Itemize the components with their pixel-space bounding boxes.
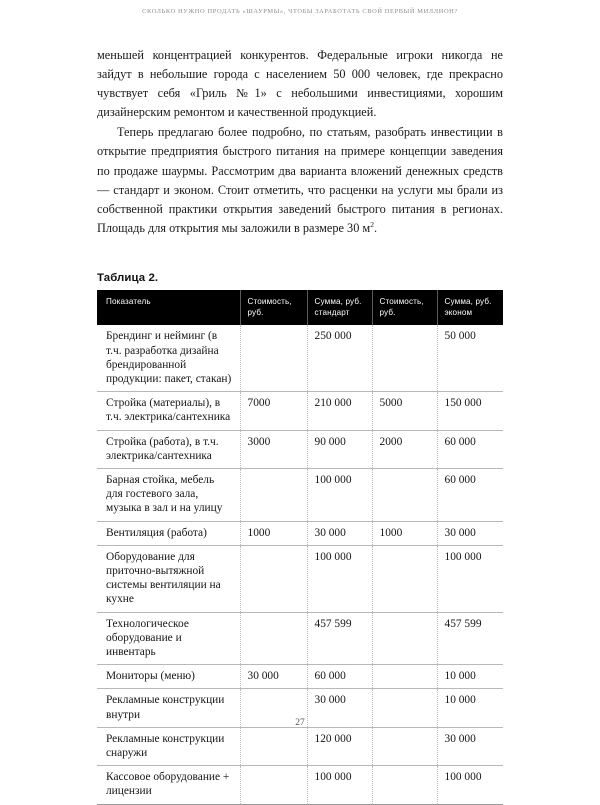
cell-label: Технологическое оборудование и инвентарь xyxy=(97,612,240,665)
cell-sum-standard: 60 000 xyxy=(307,665,372,689)
cell-label: Стройка (материалы), в т.ч. электрика/сантехника xyxy=(97,392,240,430)
cell-cost-econom xyxy=(372,727,437,765)
table-body xyxy=(97,325,503,804)
cell-label: Рекламные конструкции внутри xyxy=(97,689,240,727)
cell-cost-standard: 1000 xyxy=(240,521,307,545)
table-row xyxy=(97,521,503,545)
cell-sum-standard: 250 000 xyxy=(307,325,372,391)
table-row xyxy=(97,430,503,468)
column-header-cost-econom: Стоимость, руб. xyxy=(372,290,437,325)
cell-cost-econom xyxy=(372,325,437,391)
cell-cost-standard: 3000 xyxy=(240,430,307,468)
cell-label: Стройка (работа), в т.ч. электрика/сантехника xyxy=(97,430,240,468)
cell-sum-standard: 30 000 xyxy=(307,521,372,545)
cell-cost-econom xyxy=(372,612,437,665)
cell-label: Рекламные конструкции снаружи xyxy=(97,727,240,765)
table-row xyxy=(97,325,503,391)
table-header-row xyxy=(97,290,503,325)
cell-sum-econom: 30 000 xyxy=(437,727,503,765)
body-text-column xyxy=(97,46,503,238)
table-row xyxy=(97,612,503,665)
cell-label: Мониторы (меню) xyxy=(97,665,240,689)
cell-cost-standard xyxy=(240,469,307,522)
cell-cost-standard xyxy=(240,727,307,765)
table-row xyxy=(97,392,503,430)
cell-sum-standard: 100 000 xyxy=(307,469,372,522)
paragraph-1: меньшей концентрацией конкурентов. Федеральные игроки никогда не зайдут в небольшие города с населением 50 000 человек, где прекрасно чувствует себя «Гриль №1» с небольшими инвестициями, хорошим дизайнерским ремонтом и качественной продукцией. xyxy=(97,48,503,120)
cell-sum-econom: 100 000 xyxy=(437,545,503,612)
cell-cost-econom xyxy=(372,469,437,522)
cell-sum-standard: 90 000 xyxy=(307,430,372,468)
cell-sum-econom: 60 000 xyxy=(437,469,503,522)
table-row xyxy=(97,545,503,612)
cell-cost-econom xyxy=(372,766,437,804)
cell-sum-econom: 10 000 xyxy=(437,689,503,727)
cell-cost-econom: 5000 xyxy=(372,392,437,430)
column-header-sum-econom: Сумма, руб. эконом xyxy=(437,290,503,325)
cell-sum-econom: 100 000 xyxy=(437,766,503,804)
column-header-sum-standard: Сумма, руб. стандарт xyxy=(307,290,372,325)
cell-sum-standard: 120 000 xyxy=(307,727,372,765)
cell-sum-econom: 10 000 xyxy=(437,665,503,689)
cell-cost-standard xyxy=(240,612,307,665)
cell-sum-econom: 60 000 xyxy=(437,430,503,468)
table-row xyxy=(97,727,503,765)
column-header-indicator: Показатель xyxy=(97,290,240,325)
cell-sum-econom: 457 599 xyxy=(437,612,503,665)
cell-cost-standard xyxy=(240,545,307,612)
cell-cost-econom xyxy=(372,545,437,612)
cell-sum-standard: 30 000 xyxy=(307,689,372,727)
cell-label: Брендинг и нейминг (в т.ч. разработка дизайна брендированной продукции: пакет, стакан) xyxy=(97,325,240,391)
table-row xyxy=(97,766,503,804)
paragraph-2 xyxy=(97,123,503,238)
cell-sum-standard: 100 000 xyxy=(307,545,372,612)
running-head: СКОЛЬКО НУЖНО ПРОДАТЬ «ШАУРМЫ», ЧТОБЫ ЗАРАБОТАТЬ СВОЙ ПЕРВЫЙ МИЛЛИОН? xyxy=(142,8,458,15)
cell-cost-econom xyxy=(372,665,437,689)
cell-cost-standard xyxy=(240,325,307,391)
square-meters-superscript: 2 xyxy=(370,219,375,229)
cell-sum-standard: 100 000 xyxy=(307,766,372,804)
cell-sum-standard: 457 599 xyxy=(307,612,372,665)
cell-label: Оборудование для приточно-вытяжной системы вентиляции на кухне xyxy=(97,545,240,612)
cell-label: Вентиляция (работа) xyxy=(97,521,240,545)
page-number: 27 xyxy=(295,718,305,728)
cell-label: Барная стойка, мебель для гостевого зала, музыка в зал и на улицу xyxy=(97,469,240,522)
cell-cost-standard xyxy=(240,766,307,804)
cell-sum-standard: 210 000 xyxy=(307,392,372,430)
table-head xyxy=(97,290,503,325)
cell-sum-econom: 30 000 xyxy=(437,521,503,545)
table-caption: Таблица 2. xyxy=(97,272,159,284)
cell-cost-standard: 7000 xyxy=(240,392,307,430)
cell-label: Кассовое оборудование + лицензии xyxy=(97,766,240,804)
paragraph-2-period: . xyxy=(374,220,378,235)
cell-cost-econom: 2000 xyxy=(372,430,437,468)
cell-cost-econom: 1000 xyxy=(372,521,437,545)
column-header-cost-standard: Стоимость, руб. xyxy=(240,290,307,325)
paragraph-2-text: Теперь предлагаю более подробно, по статьям, разобрать инвестиции в открытие предприятия быстрого питания на примере концепции заведения по продаже шаурмы. Рассмотрим два варианта вложений денежных средств — стандарт и эконом. Стоит отметить, что расценки на услуги мы брали из собственной практики открытия заведений быстрого питания в регионах. Площадь для открытия мы заложили в размере 30 м xyxy=(97,125,503,235)
cell-sum-econom: 150 000 xyxy=(437,392,503,430)
table-row xyxy=(97,665,503,689)
cell-cost-standard: 30 000 xyxy=(240,665,307,689)
cell-sum-econom: 50 000 xyxy=(437,325,503,391)
table-row xyxy=(97,469,503,522)
